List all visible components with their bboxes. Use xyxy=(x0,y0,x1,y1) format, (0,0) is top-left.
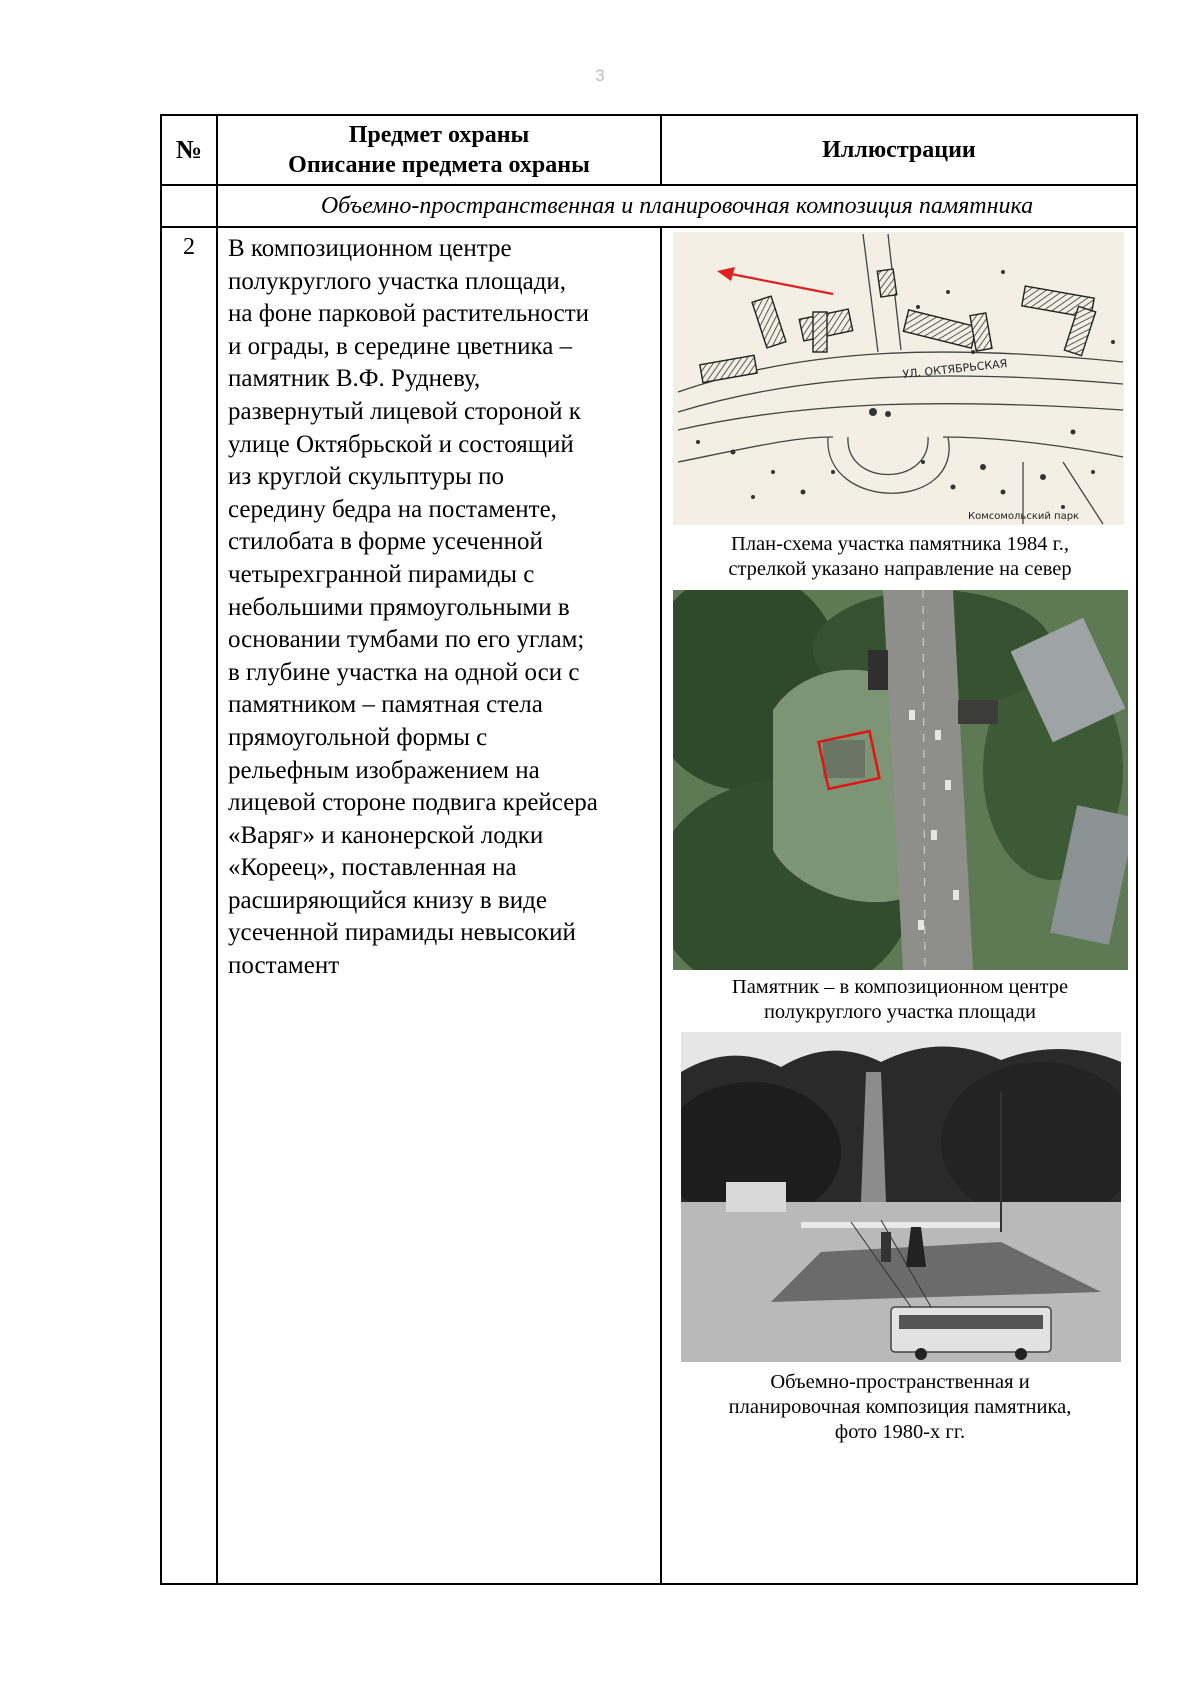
page-number: 3 xyxy=(595,66,605,85)
figure-1-caption-line1: План-схема участка памятника 1984 г., xyxy=(731,533,1069,555)
header-subject xyxy=(217,115,661,185)
figure-2-caption-line2: полукруглого участка площади xyxy=(763,1001,1037,1023)
description-line: расширяющийся книзу в виде xyxy=(228,886,547,914)
description-line: «Варяг» и канонерской лодки xyxy=(228,821,544,849)
description-line: в глубине участка на одной оси с xyxy=(228,658,580,686)
table-row xyxy=(161,227,1137,1584)
figure-2-caption xyxy=(662,975,1138,1025)
description-line: улице Октябрьской и состоящий xyxy=(228,430,574,458)
plan-scheme-map xyxy=(673,232,1124,525)
aerial-photo xyxy=(673,590,1128,970)
figure-1-caption-line2: стрелкой указано направление на север xyxy=(728,558,1072,580)
description-lines xyxy=(228,233,652,983)
row-number: 2 xyxy=(161,227,217,1584)
section-title: Объемно-пространственная и планировочная композиция памятника xyxy=(217,185,1137,227)
description-line: усеченной пирамиды невысокий xyxy=(228,919,576,947)
description-line: «Кореец», поставленная на xyxy=(228,854,517,882)
description-line: небольшими прямоугольными в xyxy=(228,593,570,621)
figure-3-caption xyxy=(662,1370,1138,1445)
description-line: памятником – памятная стела xyxy=(228,691,543,719)
illustrations-cell xyxy=(661,227,1137,1584)
figure-3-caption-line1: Объемно-пространственная и xyxy=(770,1371,1030,1393)
section-row xyxy=(161,185,1137,227)
figure-2-caption-line1: Памятник – в композиционном центре xyxy=(731,976,1069,998)
figure-1-caption xyxy=(662,532,1138,582)
description-line: из круглой скульптуры по xyxy=(228,463,504,491)
description-line: В композиционном центре xyxy=(228,235,512,262)
description-line: постамент xyxy=(228,952,340,980)
description-line: четырехгранной пирамиды с xyxy=(228,560,535,588)
header-illustrations: Иллюстрации xyxy=(661,115,1137,185)
map-park-label: Комсомольский парк xyxy=(968,511,1080,522)
description-line: развернутый лицевой стороной к xyxy=(228,397,581,425)
description-line: памятник В.Ф. Рудневу, xyxy=(228,365,481,393)
description-line: и ограды, в середине цветника – xyxy=(228,332,573,360)
description-line: полукруглого участка площади, xyxy=(228,267,567,295)
description-line: на фоне парковой растительности xyxy=(228,300,590,328)
row-description xyxy=(217,227,661,1584)
map-street-label: УЛ. ОКТЯБРЬСКАЯ xyxy=(901,357,1008,381)
header-number: № xyxy=(161,115,217,185)
header-subject-line2: Описание предмета охраны xyxy=(288,152,590,178)
description-line: рельефным изображением на xyxy=(228,756,540,784)
description-line: основании тумбами по его углам; xyxy=(228,626,585,654)
description-line: стилобата в форме усеченной xyxy=(228,528,543,556)
description-line: лицевой стороне подвига крейсера xyxy=(228,789,598,817)
description-line: середину бедра на постаменте, xyxy=(228,495,557,523)
table-header-row xyxy=(161,115,1137,185)
historical-photo xyxy=(681,1032,1121,1362)
section-empty-cell xyxy=(161,185,217,227)
description-line: прямоугольной формы с xyxy=(228,723,488,751)
figure-3-caption-line3: фото 1980-х гг. xyxy=(834,1421,966,1443)
header-subject-line1: Предмет охраны xyxy=(348,122,530,148)
protection-subject-table xyxy=(160,114,1138,1585)
figure-3-caption-line2: планировочная композиция памятника, xyxy=(728,1396,1072,1418)
